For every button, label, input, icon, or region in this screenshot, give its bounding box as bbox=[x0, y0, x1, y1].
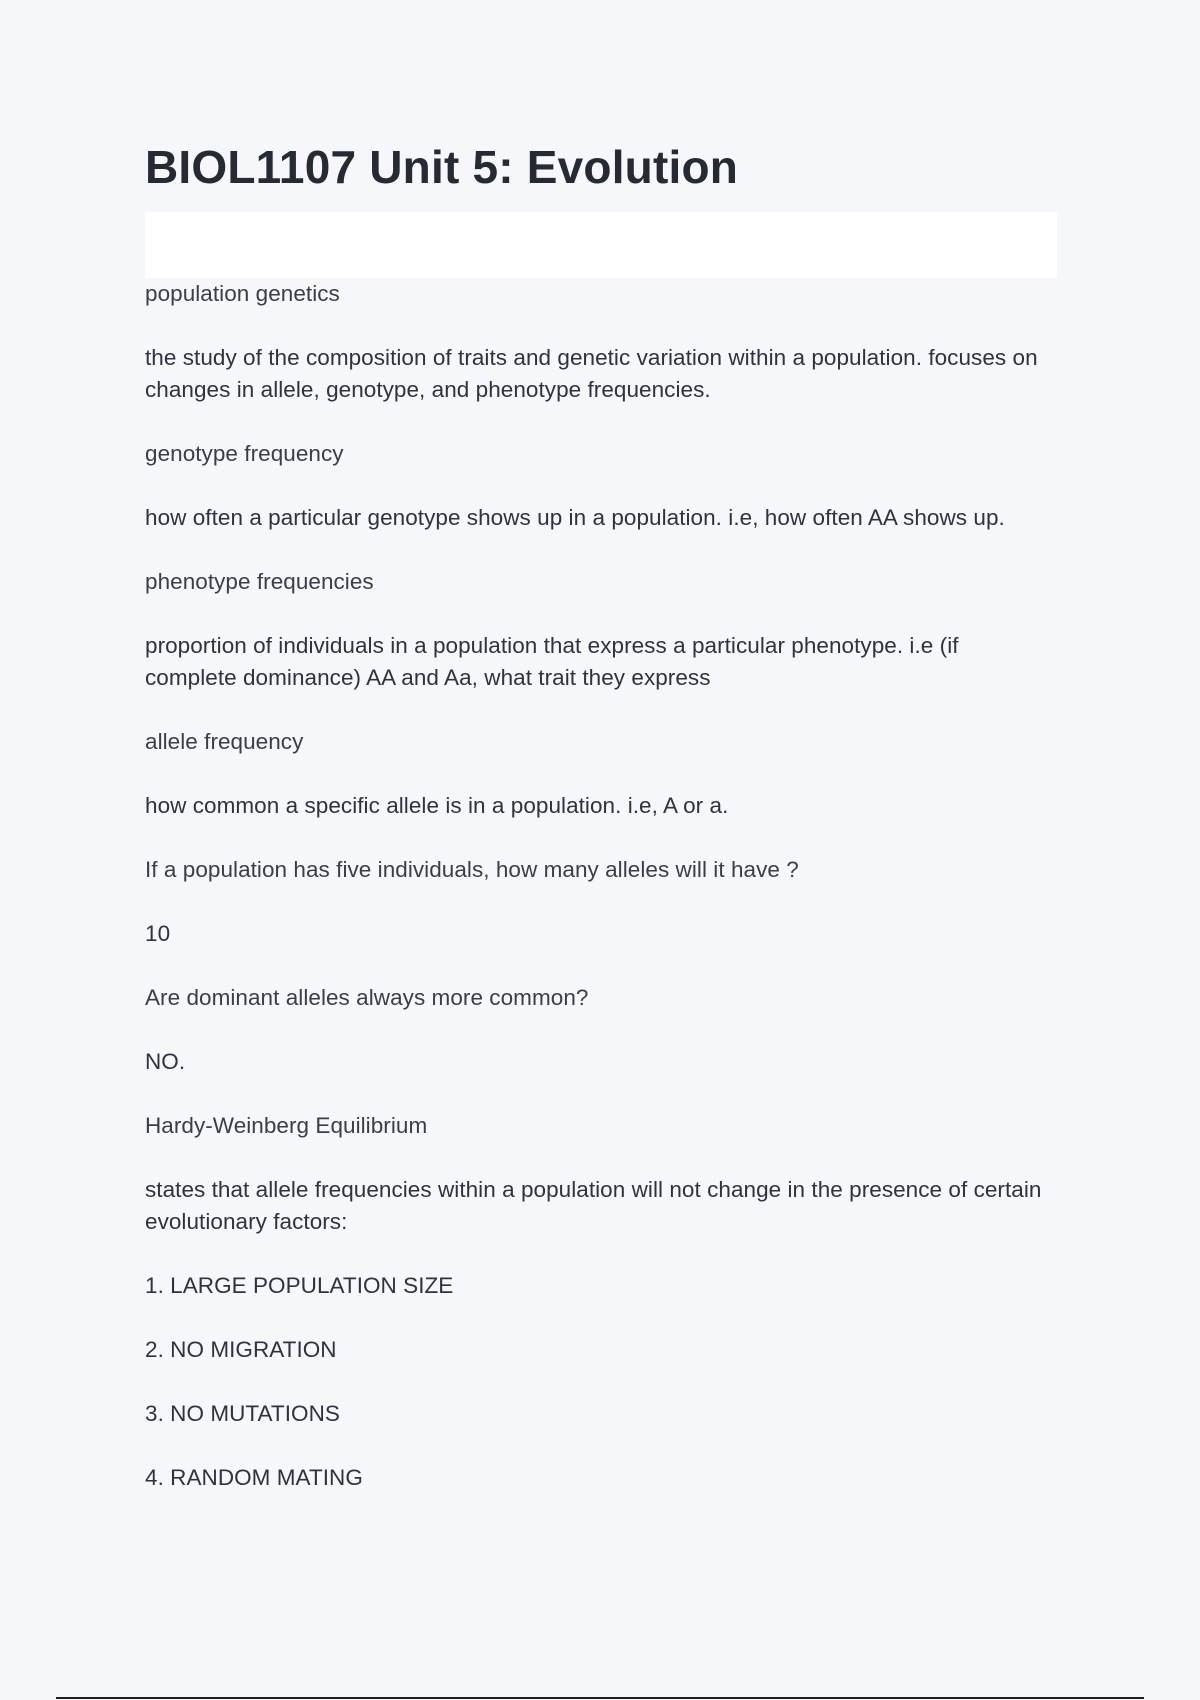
definition-text: proportion of individuals in a population that express a particular phenotype. i.e (if complete dominance) AA and Aa, what trait they express bbox=[145, 633, 959, 690]
term-text: genotype frequency bbox=[145, 441, 344, 466]
definition-text: how often a particular genotype shows up in a population. i.e, how often AA shows up. bbox=[145, 505, 1005, 530]
list-item: 4. RANDOM MATING bbox=[145, 1465, 363, 1490]
term-text: Are dominant alleles always more common? bbox=[145, 985, 589, 1010]
term-text: phenotype frequencies bbox=[145, 569, 374, 594]
definition-text: 10 bbox=[145, 921, 171, 946]
term-text: allele frequency bbox=[145, 729, 304, 754]
definition-text: NO. bbox=[145, 1049, 186, 1074]
definition-text: states that allele frequencies within a population will not change in the presence of certain evolutionary factors: bbox=[145, 1177, 1042, 1234]
definition-text: how common a specific allele is in a population. i.e, A or a. bbox=[145, 793, 729, 818]
flashcard-list bbox=[145, 278, 1045, 1526]
list-item: 1. LARGE POPULATION SIZE bbox=[145, 1273, 454, 1298]
term-text: If a population has five individuals, how many alleles will it have ? bbox=[145, 857, 799, 882]
definition-text: the study of the composition of traits and genetic variation within a population. focuses on changes in allele, genotype, and phenotype frequencies. bbox=[145, 345, 1038, 402]
page-title: BIOL1107 Unit 5: Evolution bbox=[145, 141, 739, 193]
term-text: population genetics bbox=[145, 281, 340, 306]
term-text: Hardy-Weinberg Equilibrium bbox=[145, 1113, 428, 1138]
list-item: 3. NO MUTATIONS bbox=[145, 1401, 340, 1426]
blank-band bbox=[145, 212, 1057, 278]
list-item: 2. NO MIGRATION bbox=[145, 1337, 337, 1362]
footer-divider bbox=[56, 1697, 1144, 1699]
